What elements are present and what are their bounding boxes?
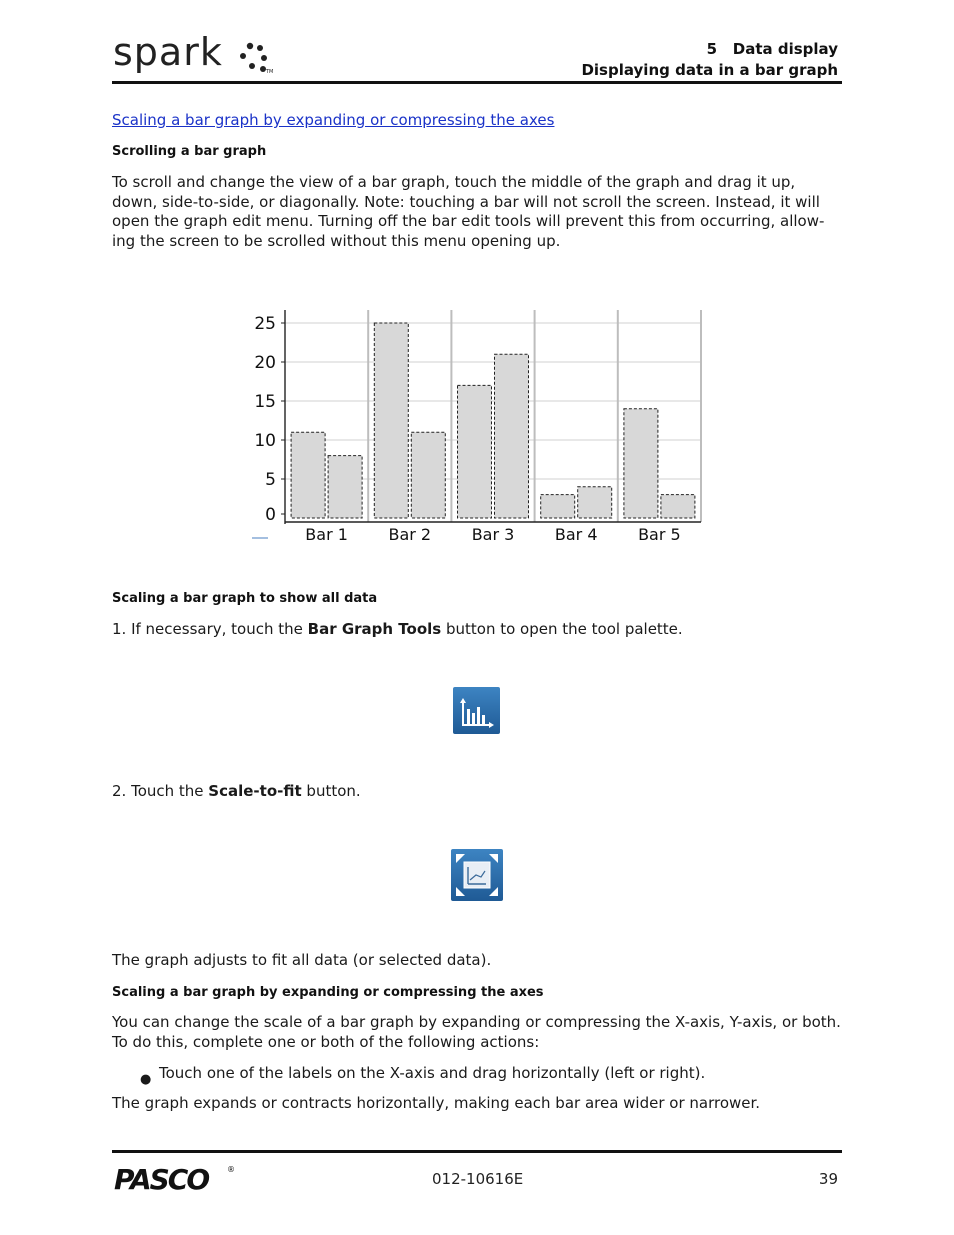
bar-graph-tools-icon[interactable] — [453, 687, 500, 734]
scale-all-heading: Scaling a bar graph to show all data — [112, 591, 378, 606]
bar — [495, 354, 529, 518]
spark-logo: spark — [113, 30, 223, 74]
x-tick-label: Bar 2 — [388, 525, 432, 544]
registered-mark: ® — [227, 1165, 235, 1174]
scale-to-fit-icon[interactable] — [451, 849, 503, 901]
scale-axes-heading: Scaling a bar graph by expanding or compressing the axes — [112, 985, 544, 1000]
scrolling-paragraph: To scroll and change the view of a bar graph, touch the middle of the graph and drag it up, down, side-to-side, or diagonally. Note: touching a bar will not scroll the screen. Instead, it will open the graph edit menu. Turning off the bar edit tools will prevent this from occurring, allow-ing the screen to be scrolled without this menu opening up. — [112, 173, 825, 251]
y-tick-label: 5 — [265, 470, 276, 490]
y-tick-label: 10 — [254, 431, 276, 451]
step-2-text-end: button. — [301, 782, 361, 800]
header-rule — [112, 81, 842, 84]
step-2 — [112, 782, 842, 802]
step-1-bold: Bar Graph Tools — [307, 620, 442, 638]
bar — [541, 495, 575, 518]
bar — [328, 456, 362, 518]
step-1-text: 1. If necessary, touch the — [112, 620, 308, 638]
section-title: Displaying data in a bar graph — [581, 61, 838, 79]
document-number: 012-10616E — [432, 1170, 524, 1188]
y-tick-label: 20 — [254, 353, 276, 373]
bar — [374, 323, 408, 518]
footer-rule — [112, 1150, 842, 1153]
bar — [661, 495, 695, 518]
y-tick-label: 25 — [254, 314, 276, 334]
bar — [291, 432, 325, 518]
x-tick-label: Bar 5 — [638, 525, 681, 544]
bar — [458, 385, 492, 518]
bar — [578, 487, 612, 518]
step-1-text-end: button to open the tool palette. — [441, 620, 683, 638]
bar — [411, 432, 445, 518]
x-tick-label: Bar 3 — [471, 525, 515, 544]
page-number: 39 — [818, 1170, 838, 1188]
scale-axes-paragraph: You can change the scale of a bar graph by expanding or compressing the X-axis, Y-axis, or both. To do this, complete one or both of the following actions: — [112, 1013, 841, 1051]
svg-text:TM: TM — [266, 69, 274, 74]
step-1 — [112, 620, 842, 640]
header-titles — [581, 39, 838, 81]
scale-axes-result: The graph expands or contracts horizontally, making each bar area wider or narrower. — [112, 1094, 761, 1112]
step-2-text: 2. Touch the — [112, 782, 209, 800]
bullet-icon: ● — [140, 1072, 152, 1087]
pasco-logo-text: PASCO — [114, 1163, 209, 1192]
x-tick-label: Bar 4 — [554, 525, 598, 544]
spark-logo-dots-icon — [238, 42, 278, 74]
x-tick-label: Bar 1 — [305, 525, 348, 544]
y-tick-label: 15 — [254, 392, 276, 412]
y-tick-label: 0 — [265, 505, 276, 525]
bar-chart[interactable] — [240, 302, 710, 550]
bar — [624, 409, 658, 518]
step-2-bold: Scale-to-fit — [208, 782, 302, 800]
pasco-logo — [114, 1162, 236, 1192]
chapter-title: 5 Data display — [706, 40, 838, 58]
scale-all-result: The graph adjusts to fit all data (or selected data). — [112, 951, 492, 969]
scaling-axes-link[interactable]: Scaling a bar graph by expanding or compressing the axes — [112, 111, 555, 129]
scrolling-heading: Scrolling a bar graph — [112, 144, 267, 159]
bullet-item: Touch one of the labels on the X-axis and drag horizontally (left or right). — [159, 1064, 706, 1082]
